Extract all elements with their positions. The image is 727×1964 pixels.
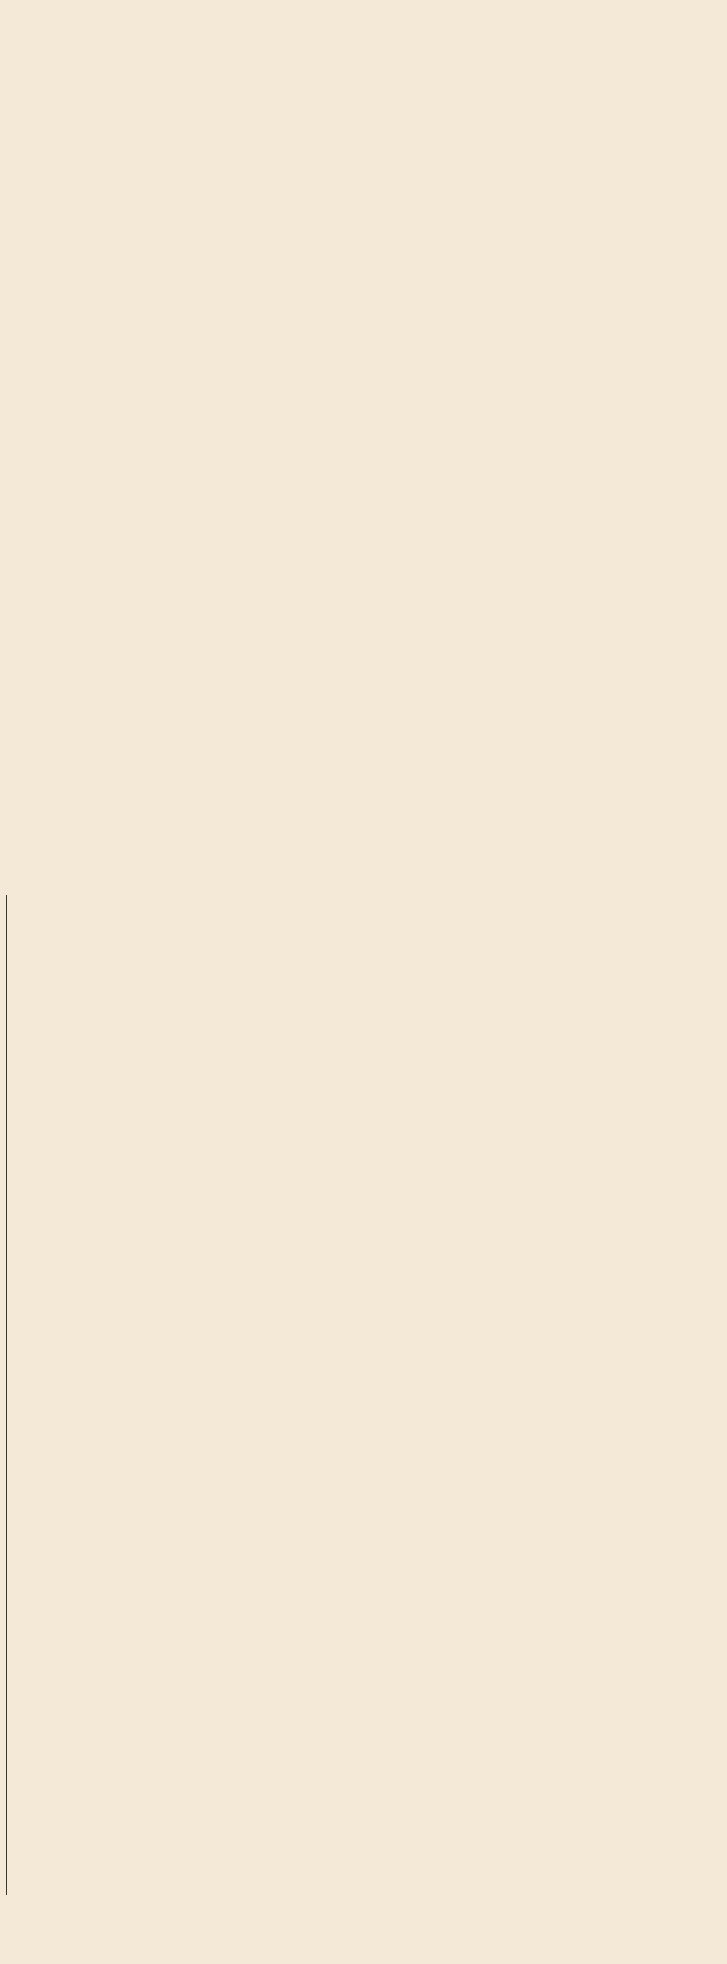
section-paragraph-cegled (45, 412, 695, 478)
section-paragraph-godollo (45, 1303, 695, 1369)
section-paragraph-nagykoros (45, 1011, 695, 1077)
margin-rule (6, 895, 7, 1895)
